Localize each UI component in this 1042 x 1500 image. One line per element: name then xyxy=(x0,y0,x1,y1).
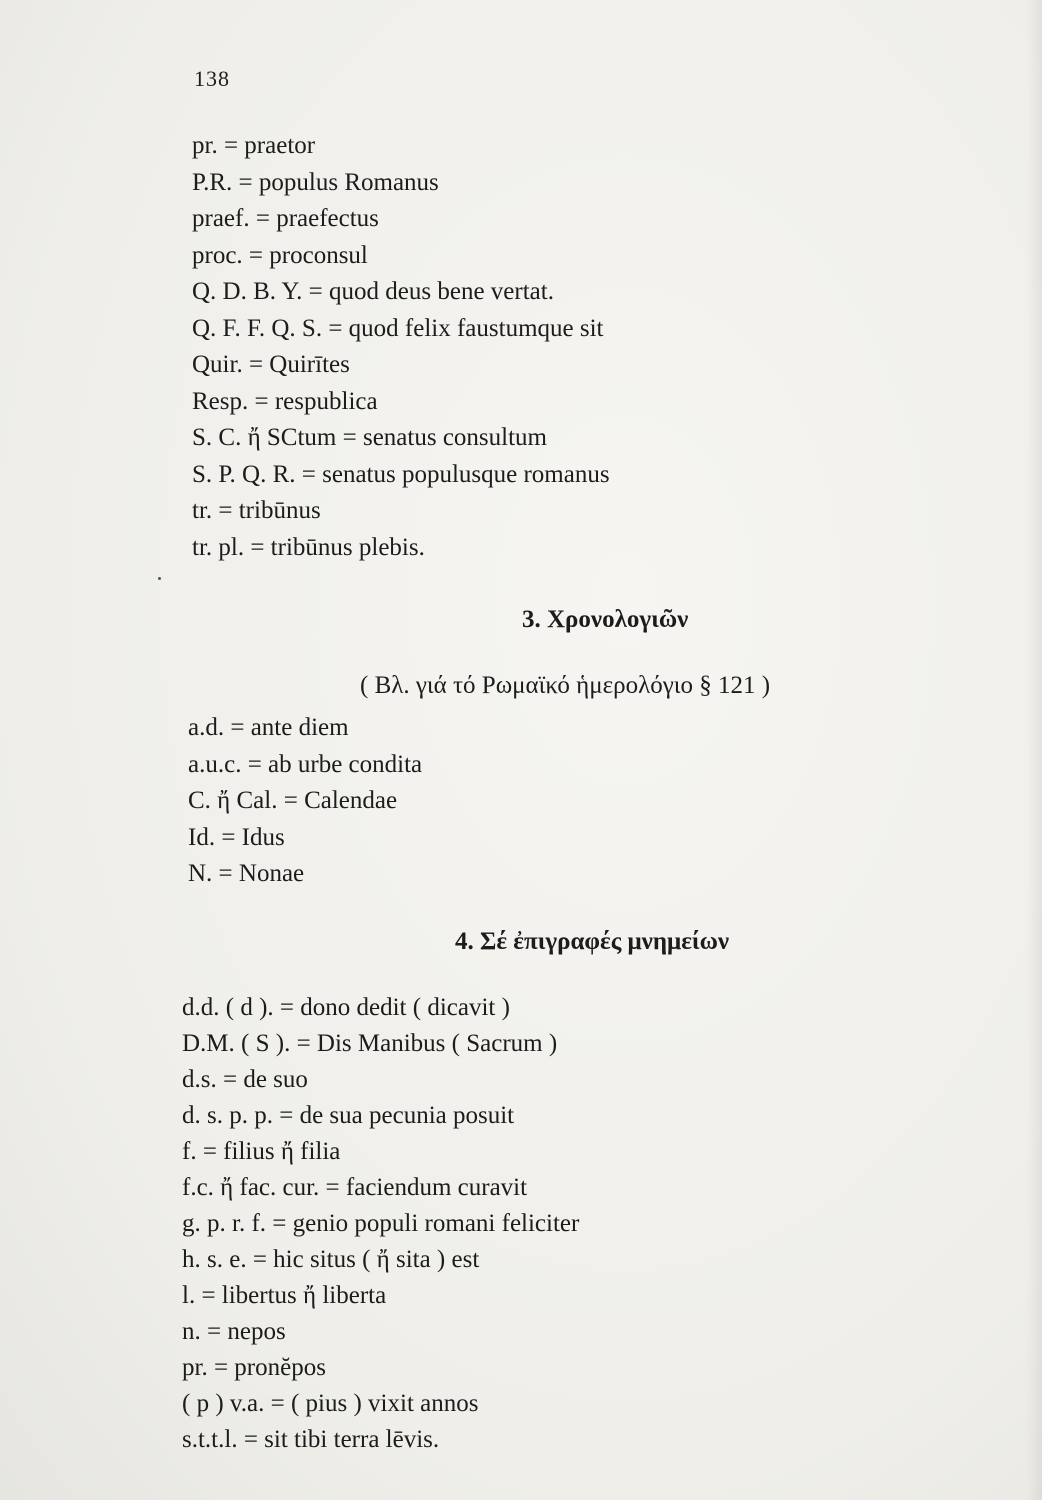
list-item: S. C. ἤ SCtum = senatus consultum xyxy=(192,424,547,451)
list-item: Q. F. F. Q. S. = quod felix faustumque sit xyxy=(192,314,604,342)
list-item: C. ἤ Cal. = Calendae xyxy=(188,787,398,814)
list-item: d.s. = de suo xyxy=(182,1066,308,1093)
list-item: tr. = tribūnus xyxy=(192,497,321,524)
list-item: Q. D. B. Y. = quod deus bene vertat. xyxy=(192,278,554,305)
chronology-list xyxy=(188,710,422,893)
list-item: h. s. e. = hic situs ( ἤ sita ) est xyxy=(182,1246,480,1273)
stray-dot-mark xyxy=(158,577,161,580)
list-item: pr. = pronĕpos xyxy=(182,1354,326,1381)
list-item: Quir. = Quirītes xyxy=(192,351,350,378)
list-item: n. = nepos xyxy=(182,1318,286,1345)
abbreviation-list xyxy=(192,128,610,566)
section-heading-chronology: 3. Χρονολογιῶν xyxy=(522,606,689,633)
list-item: N. = Nonae xyxy=(188,860,305,887)
list-item: proc. = proconsul xyxy=(192,241,368,269)
list-item: ( p ) v.a. = ( pius ) vixit annos xyxy=(182,1390,479,1417)
list-item: D.M. ( S ). = Dis Manibus ( Sacrum ) xyxy=(182,1030,558,1057)
list-item: Resp. = respublica xyxy=(192,387,378,415)
section-note-chronology: ( Βλ. γιά τό Ρωμαϊκό ἡμερολόγιο § 121 ) xyxy=(360,672,771,699)
list-item: g. p. r. f. = genio populi romani feliciter xyxy=(182,1210,580,1237)
list-item: P.R. = populus Romanus xyxy=(192,168,439,196)
inscriptions-list xyxy=(182,990,579,1458)
list-item: S. P. Q. R. = senatus populusque romanus xyxy=(192,460,610,488)
list-item: f.c. ἤ fac. cur. = faciendum curavit xyxy=(182,1174,528,1201)
list-item: tr. pl. = tribūnus plebis. xyxy=(192,533,425,561)
list-item: a.d. = ante diem xyxy=(188,714,349,741)
list-item: f. = filius ἤ filia xyxy=(182,1138,341,1165)
section-heading-inscriptions: 4. Σέ ἐπιγραφές μνημείων xyxy=(455,928,730,955)
list-item: l. = libertus ἤ liberta xyxy=(182,1282,387,1309)
page-edge-shadow xyxy=(1026,0,1042,1500)
list-item: d.d. ( d ). = dono dedit ( dicavit ) xyxy=(182,994,510,1021)
list-item: d. s. p. p. = de sua pecunia posuit xyxy=(182,1102,515,1129)
list-item: pr. = praetor xyxy=(192,132,316,159)
page-number: 138 xyxy=(194,66,230,91)
list-item: a.u.c. = ab urbe condita xyxy=(188,750,423,778)
list-item: s.t.t.l. = sit tibi terra lēvis. xyxy=(182,1426,440,1453)
list-item: praef. = praefectus xyxy=(192,205,379,232)
list-item: Id. = Idus xyxy=(188,823,285,851)
